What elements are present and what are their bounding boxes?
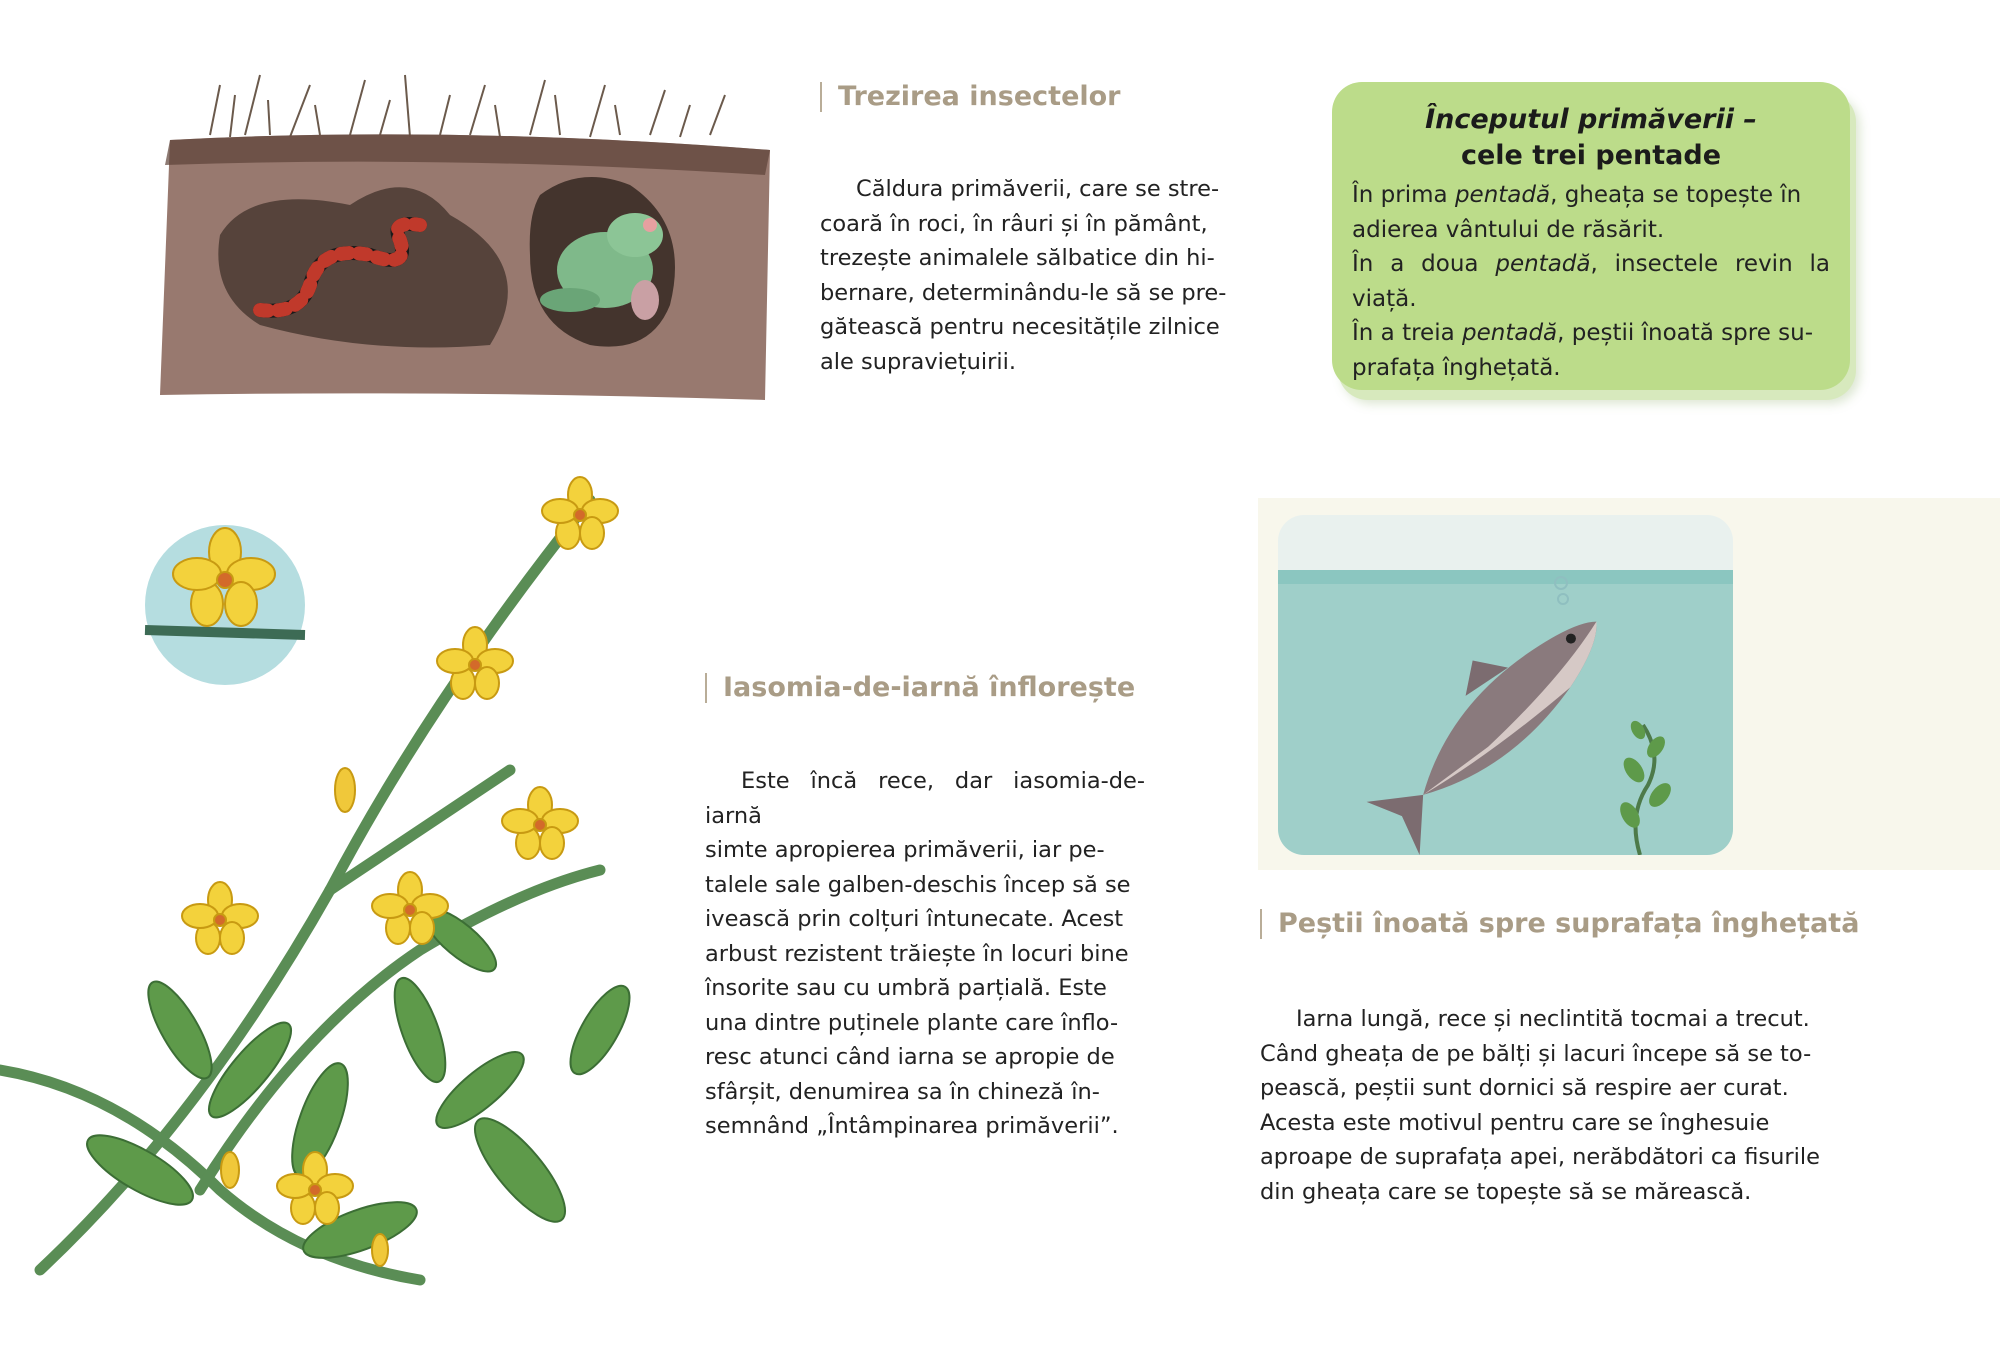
callout-line: prafața înghețată.	[1352, 354, 1561, 381]
callout-title-line2: cele trei pentade	[1460, 140, 1722, 171]
fish-underwater-illustration	[1278, 515, 1733, 855]
winter-jasmine-illustration	[0, 470, 700, 1290]
fish-line: Iarna lungă, rece și neclintită tocmai a trecut.	[1296, 1006, 1810, 1032]
callout-line: În a treia pentadă, peștii înoată spre su-	[1352, 320, 1814, 346]
callout-line: În a doua pentadă, insectele revin la viață.	[1352, 251, 1830, 312]
callout-box	[1332, 82, 1850, 390]
insects-line: Căldura primăverii, care se stre-	[856, 176, 1220, 202]
jasmine-line: resc atunci când iarna se apropie de	[705, 1044, 1115, 1070]
insects-line: ale supraviețuirii.	[820, 348, 1016, 375]
callout-line: În prima pentadă, gheața se topește în	[1352, 182, 1802, 208]
fish-line: pească, peștii sunt dornici să respire aer curat.	[1260, 1075, 1789, 1101]
insects-line: gătească pentru necesitățile zilnice	[820, 314, 1220, 340]
jasmine-heading: Iasomia-de-iarnă înflorește	[705, 673, 1135, 703]
jasmine-line: talele sale galben-deschis încep să se	[705, 871, 1131, 898]
jasmine-line: Este încă rece, dar iasomia-de-iarnă	[705, 768, 1145, 829]
fish-line: Când gheața de pe bălți și lacuri începe să se to-	[1260, 1040, 1812, 1067]
jasmine-line: arbust rezistent trăiește în locuri bine	[705, 940, 1129, 967]
fish-line: aproape de suprafața apei, nerăbdători ca fisurile	[1260, 1144, 1820, 1170]
callout-body	[1352, 178, 1830, 385]
fish-heading: Peștii înoată spre suprafața înghețată	[1260, 909, 1859, 939]
jasmine-line: însorite sau cu umbră parțială. Este	[705, 975, 1107, 1001]
jasmine-inset-circle	[145, 525, 305, 685]
jasmine-line: sfârșit, denumirea sa în chineză în-	[705, 1078, 1100, 1105]
callout-title-line1: Începutul primăverii –	[1425, 104, 1757, 135]
jasmine-line: una dintre puținele plante care înflo-	[705, 1009, 1119, 1036]
insects-line: coară în roci, în râuri și în pământ,	[820, 210, 1208, 237]
grass-tufts	[210, 75, 725, 137]
insects-paragraph	[820, 172, 1250, 379]
jasmine-line: simte apropierea primăverii, iar pe-	[705, 837, 1105, 863]
insects-line: trezește animalele sălbatice din hi-	[820, 245, 1215, 271]
fish-paragraph	[1260, 1002, 1860, 1209]
callout-title	[1332, 102, 1850, 174]
insects-line: bernare, determinându-le să se pre-	[820, 279, 1227, 306]
jasmine-leaves	[78, 899, 641, 1269]
jasmine-line: ivească prin colțuri întunecate. Acest	[705, 906, 1124, 932]
fish-line: din gheața care se topește să se mărească.	[1260, 1178, 1752, 1205]
burrow-illustration	[150, 55, 780, 405]
fish-line: Acesta este motivul pentru care se înghesuie	[1260, 1109, 1770, 1136]
jasmine-paragraph	[705, 764, 1145, 1144]
callout-line: adierea vântului de răsărit.	[1352, 216, 1665, 243]
insects-heading: Trezirea insectelor	[820, 82, 1121, 112]
jasmine-line: semnând „Întâmpinarea primăverii”.	[705, 1113, 1119, 1139]
